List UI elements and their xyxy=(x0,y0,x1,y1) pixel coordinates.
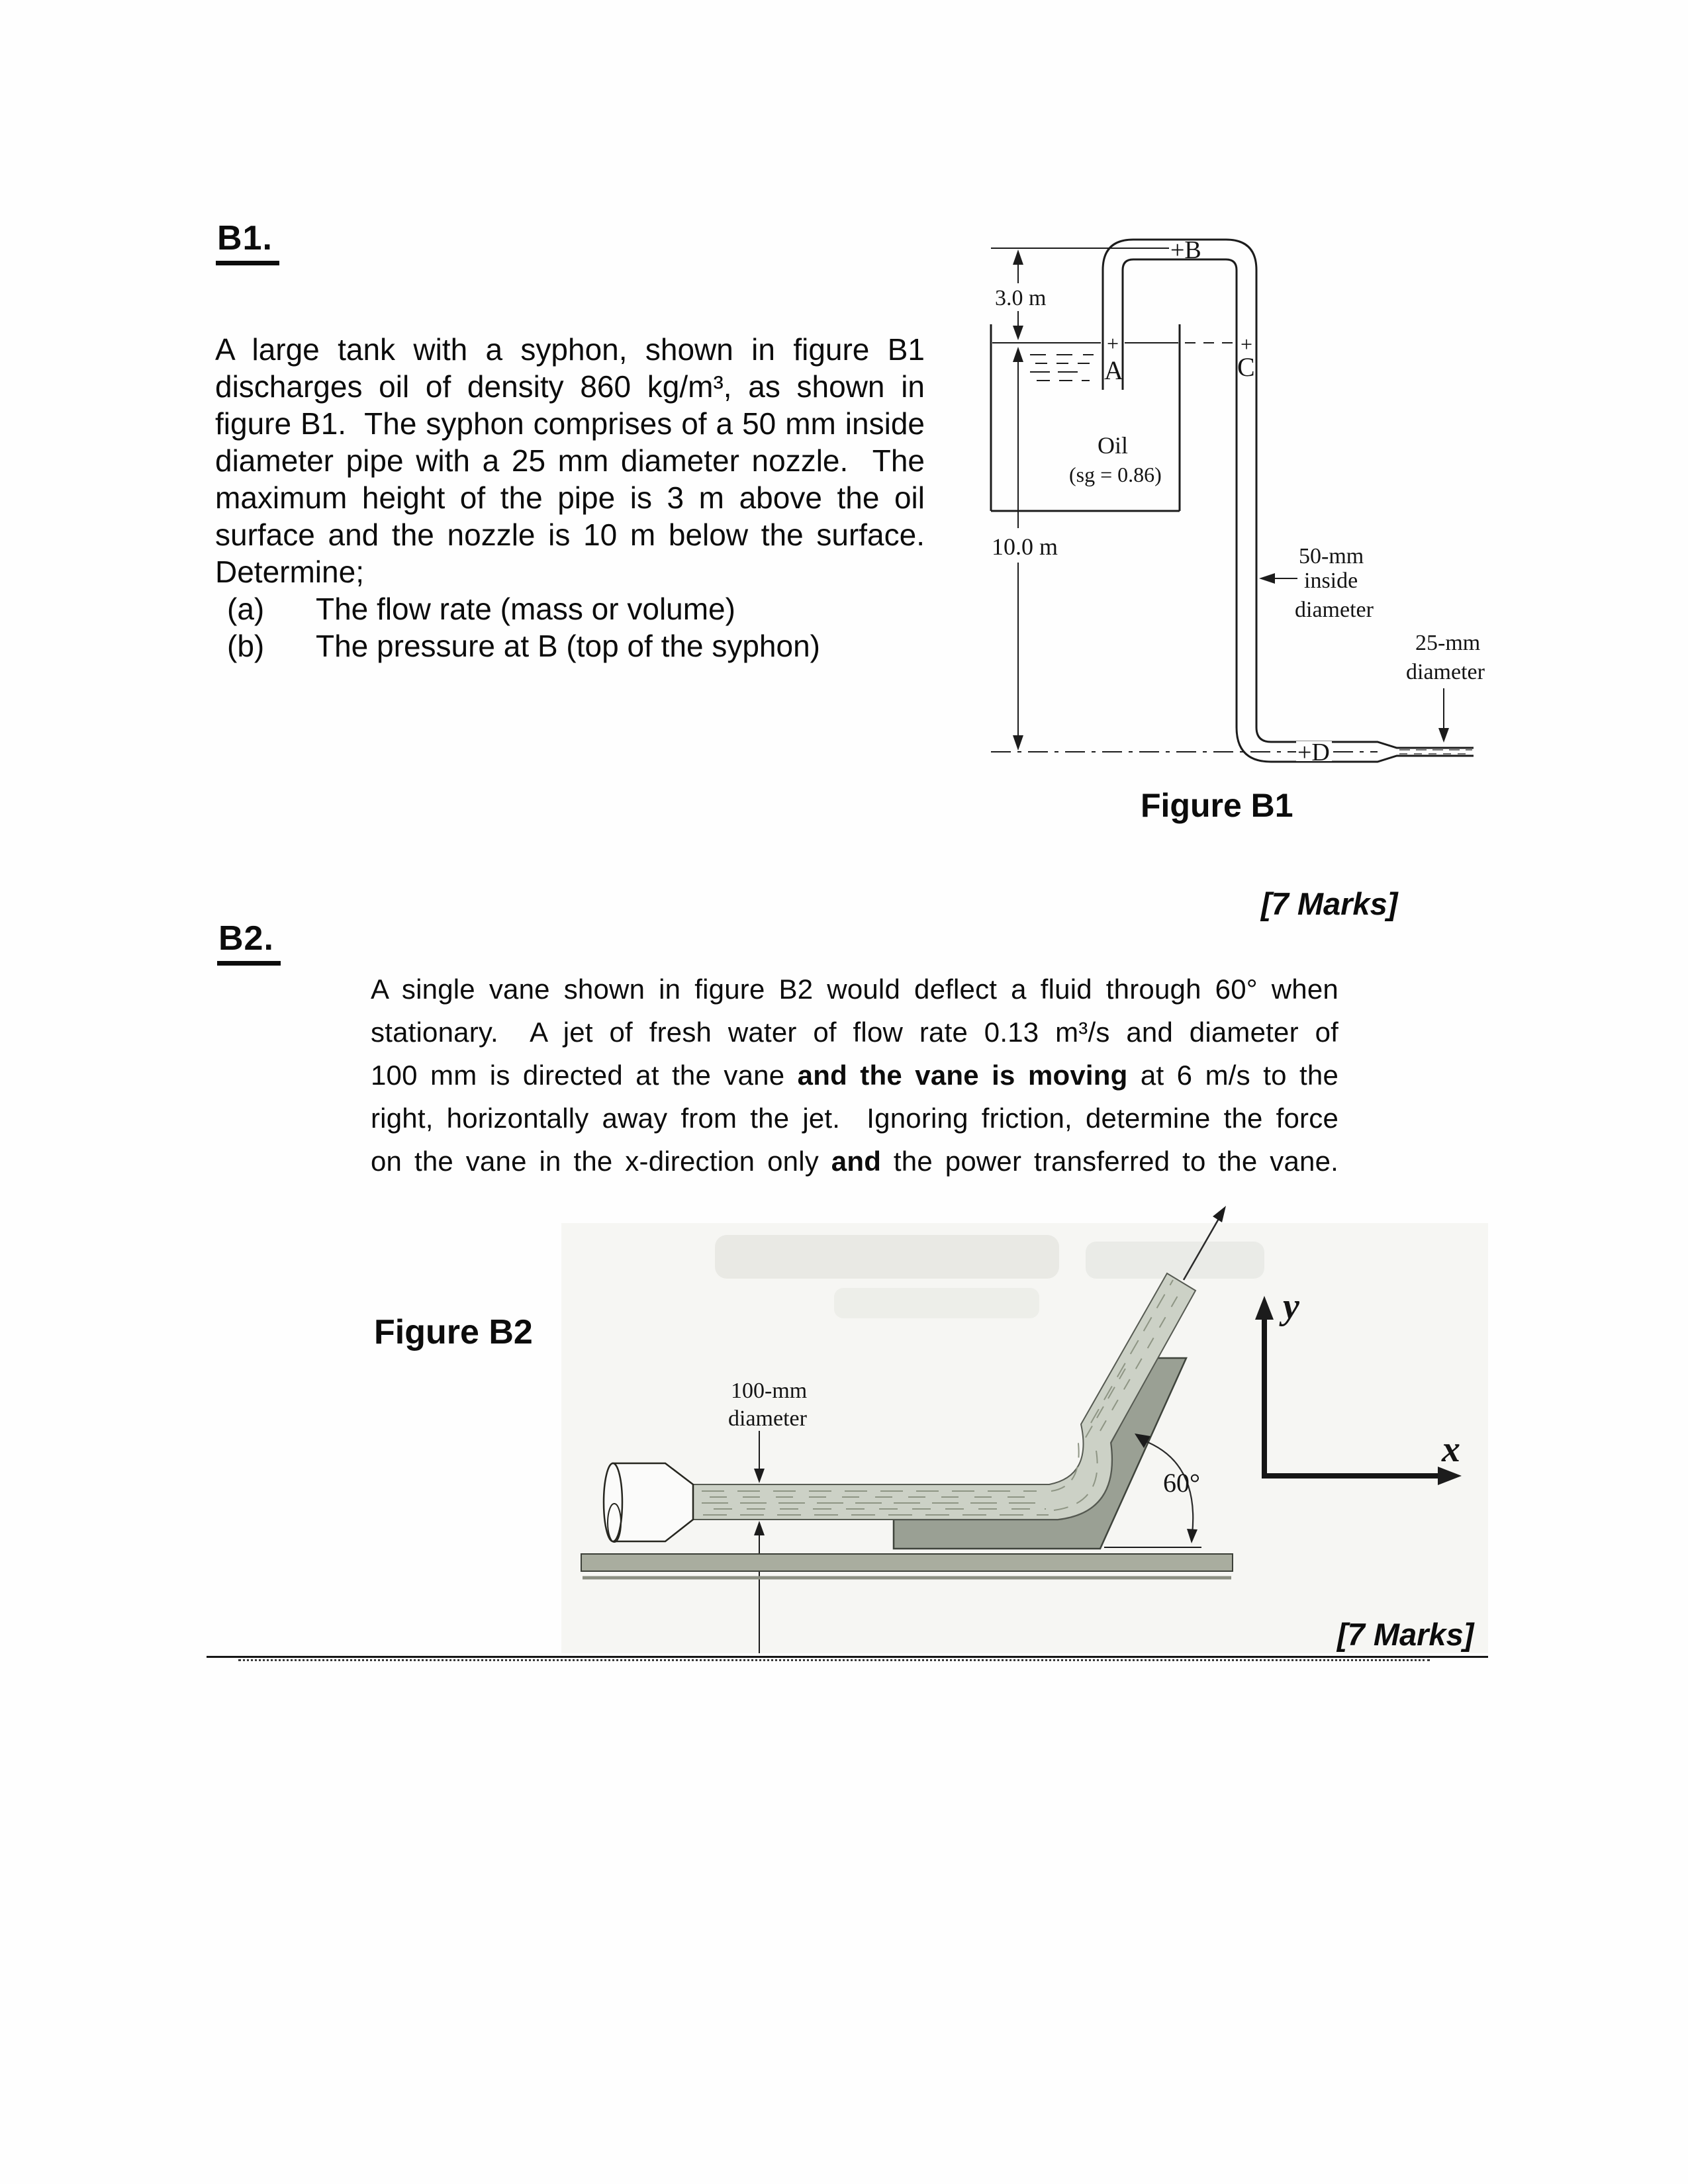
b1-heading-wrap xyxy=(216,218,279,265)
section-separator-line xyxy=(207,1656,1488,1658)
item-text: The pressure at B (top of the syphon) xyxy=(316,629,820,663)
point-c-cross: + xyxy=(1241,332,1253,356)
b1-line: diameter pipe with a 25 mm diameter nozzle. The xyxy=(215,443,925,478)
arrow-down-icon xyxy=(1438,728,1449,743)
scan-smudge xyxy=(715,1235,1059,1279)
y-axis-label: y xyxy=(1283,1286,1299,1327)
item-text: The flow rate (mass or volume) xyxy=(316,592,735,626)
pipe-diameter-label: diameter xyxy=(1295,598,1374,622)
arrow-up-icon xyxy=(1013,250,1023,265)
dim-3m-label: 3.0 m xyxy=(995,286,1047,310)
b1-marks: [7 Marks] xyxy=(1261,886,1398,921)
b1-line: maximum height of the pipe is 3 m above the oil xyxy=(215,480,925,515)
b2-heading: B2. xyxy=(217,919,281,966)
b2-line: right, horizontally away from the jet. Ignoring friction, determine the force xyxy=(371,1103,1338,1134)
b2-line: stationary. A jet of fresh water of flow rate 0.13 m³/s and diameter of xyxy=(371,1017,1338,1048)
x-axis-label: x xyxy=(1442,1429,1460,1470)
point-a-cross: + xyxy=(1107,332,1119,355)
pipe-diameter-label: 50-mm xyxy=(1299,544,1364,569)
b2-paragraph xyxy=(371,968,1338,1183)
scan-smudge xyxy=(1086,1242,1264,1279)
arrow-down-icon xyxy=(1013,735,1023,751)
b1-line: A large tank with a syphon, shown in figure B1 xyxy=(215,332,925,367)
b1-line: figure B1. The syphon comprises of a 50 mm inside xyxy=(215,406,925,441)
nozzle-diameter-label: diameter xyxy=(1406,660,1485,684)
item-label: (b) xyxy=(227,629,265,663)
jet-diameter-label: diameter xyxy=(728,1406,807,1431)
arrow-up-right-icon xyxy=(1213,1206,1226,1222)
arrow-up-icon xyxy=(1013,347,1023,362)
nozzle-diameter-label: 25-mm xyxy=(1415,631,1481,655)
scan-background xyxy=(561,1223,1488,1653)
point-b-label: +B xyxy=(1170,236,1201,264)
section-separator-dots xyxy=(238,1659,1430,1661)
point-a-label: A xyxy=(1104,355,1123,385)
nozzle-end-cap xyxy=(604,1463,622,1541)
figure-b1-caption: Figure B1 xyxy=(1141,787,1293,824)
figure-b2-label: Figure B2 xyxy=(374,1313,533,1351)
b2-line: A single vane shown in figure B2 would deflect a fluid through 60° when xyxy=(371,974,1338,1005)
point-d-label: +D xyxy=(1297,739,1330,766)
arrow-down-icon xyxy=(1013,326,1023,340)
scan-smudge xyxy=(834,1288,1039,1318)
b1-line: discharges oil of density 860 kg/m³, as shown in xyxy=(215,369,925,404)
nozzle-body xyxy=(613,1463,693,1541)
b1-line: surface and the nozzle is 10 m below the surface. xyxy=(215,518,925,552)
item-label: (a) xyxy=(227,592,265,626)
ground-bar xyxy=(581,1554,1233,1571)
oil-label: Oil xyxy=(1098,432,1129,459)
arrow-left-icon xyxy=(1259,573,1275,584)
b2-heading-wrap xyxy=(217,919,281,966)
b1-paragraph xyxy=(215,331,925,664)
figure-b1-syphon-diagram xyxy=(953,225,1509,781)
jet-diameter-label: 100-mm xyxy=(731,1379,808,1403)
b1-item-a xyxy=(215,590,925,627)
point-c-label: C xyxy=(1237,352,1255,382)
oil-sg-label: (sg = 0.86) xyxy=(1069,463,1162,486)
b2-line: 100 mm is directed at the vane and the vane is moving at 6 m/s to the xyxy=(371,1060,1339,1091)
angle-label: 60° xyxy=(1163,1468,1200,1498)
b2-marks: [7 Marks] xyxy=(1337,1617,1474,1652)
b1-item-b xyxy=(215,627,925,664)
b1-determine: Determine; xyxy=(215,555,364,589)
b2-line: on the vane in the x-direction only and the power transferred to the vane. xyxy=(371,1146,1339,1177)
b1-heading: B1. xyxy=(216,218,279,265)
figure-b2-vane-diagram xyxy=(556,1205,1509,1668)
dim-10m-label: 10.0 m xyxy=(992,533,1058,560)
pipe-diameter-label: inside xyxy=(1304,569,1358,593)
